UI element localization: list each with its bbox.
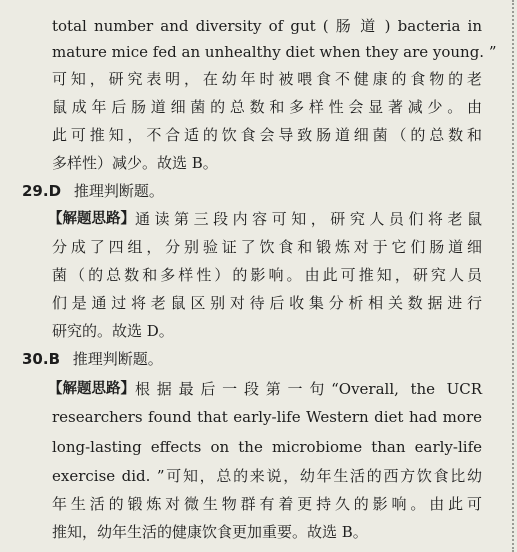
text-line-content: total number and diversity of gut ( 肠 道 ) bacteria in <box>52 17 482 35</box>
question-type: 推理判断题。 <box>73 182 164 200</box>
text-line <box>52 407 482 427</box>
text-line <box>52 153 482 173</box>
text-line-content: 多样性）减少。故选 B。 <box>52 154 218 172</box>
text-line-content: 们是通过将老鼠区别对待后收集分析相关数据进行 <box>52 294 482 312</box>
page-border-dotted <box>512 0 514 552</box>
text-line-content: 根据最后一段第一句“Overall, the UCR <box>135 380 482 398</box>
text-line <box>52 97 482 117</box>
question-number: 30.B <box>22 350 61 368</box>
text-line <box>52 321 482 341</box>
question-heading <box>22 349 163 369</box>
text-line-content: 推知，幼年生活的健康饮食更加重要。故选 B。 <box>52 523 368 541</box>
text-line <box>48 379 482 399</box>
solution-label: 【解题思路】 <box>48 381 135 397</box>
text-line-content: long-lasting effects on the microbiome than early-life <box>52 438 482 456</box>
question-heading <box>22 181 164 201</box>
text-line <box>52 69 482 89</box>
text-line <box>52 437 482 457</box>
text-line <box>52 293 482 313</box>
text-line-content: researchers found that early-life Western diet had more <box>52 408 482 426</box>
text-line-content: 菌（的总数和多样性）的影响。由此可推知，研究人员 <box>52 266 482 284</box>
question-type: 推理判断题。 <box>72 350 163 368</box>
text-line <box>52 237 482 257</box>
text-line <box>52 42 497 62</box>
text-line-content: 分成了四组，分别验证了饮食和锻炼对于它们肠道细 <box>52 238 482 256</box>
text-line <box>52 125 482 145</box>
text-line-content: 鼠成年后肠道细菌的总数和多样性会显著减少。由 <box>52 98 482 116</box>
text-line <box>52 16 482 36</box>
text-line <box>48 209 482 229</box>
text-line-content: mature mice fed an unhealthy diet when they are young. ” <box>52 43 497 61</box>
text-line <box>52 466 482 486</box>
solution-label: 【解题思路】 <box>48 211 135 227</box>
text-line-content: 年生活的锻炼对微生物群有着更持久的影响。由此可 <box>52 495 482 513</box>
text-line-content: exercise did. ”可知，总的来说，幼年生活的西方饮食比幼 <box>52 467 482 485</box>
text-line-content: 可知，研究表明，在幼年时被喂食不健康的食物的老 <box>52 70 482 88</box>
text-line-content: 研究的。故选 D。 <box>52 322 174 340</box>
text-line-content: 通读第三段内容可知，研究人员们将老鼠 <box>135 210 482 228</box>
text-line <box>52 494 482 514</box>
question-number: 29.D <box>22 182 62 200</box>
text-line <box>52 265 482 285</box>
text-line <box>52 522 482 542</box>
text-line-content: 此可推知，不合适的饮食会导致肠道细菌（的总数和 <box>52 126 482 144</box>
